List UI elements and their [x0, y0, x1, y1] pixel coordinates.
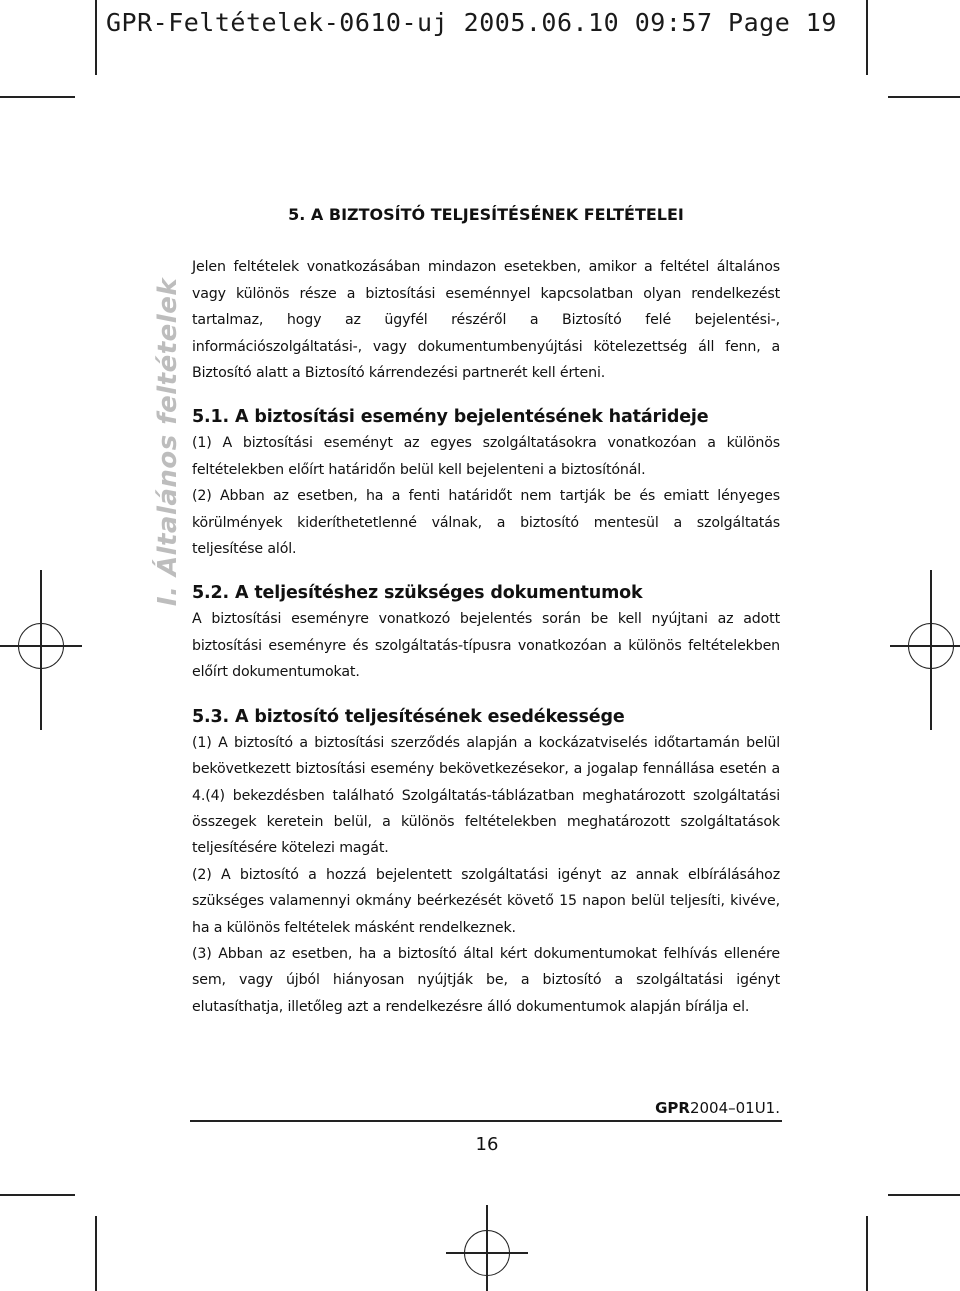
footer-divider	[190, 1120, 782, 1122]
code-label: 2004–01U1.	[689, 1099, 780, 1117]
section-heading: 5.1. A biztosítási esemény bejelentésének határideje	[192, 407, 709, 428]
section-heading: 5.3. A biztosító teljesítésének esedékessége	[192, 706, 625, 727]
document-body	[192, 202, 780, 1020]
print-slug: GPR-Feltételek-0610-uj 2005.06.10 09:57 Page 19	[106, 8, 837, 37]
section-5-3	[192, 704, 780, 1020]
brand-label: GPR	[655, 1099, 690, 1117]
paragraph: (1) A biztosító a biztosítási szerződés alapján a kockázatviselés időtartamán belül bekövetkezett biztosítási esemény bekövetkezésekor, a jogalap fennállása esetén a 4.(4) bekezdésben található Szolgáltatás-táblázatban meghatározott szolgáltatási összegek keretein belül, a különös feltételekben meghatározott szolgáltatások teljesítésére kötelezi magát.	[192, 734, 780, 857]
paragraph: A biztosítási eseményre vonatkozó bejelentés során be kell nyújtani az adott biztosítási eseményre és szolgáltatás-típusra vonatkozóan a különös feltételekben előírt dokumentumokat.	[192, 611, 780, 681]
document-code	[640, 1099, 780, 1117]
paragraph: (2) A biztosító a hozzá bejelentett szolgáltatási igényt az annak elbírálásához szükséges valamennyi okmány beérkezését követő 15 napon belül teljesíti, kivéve, ha a különös feltételek másként rendelkeznek.	[192, 866, 780, 936]
paragraph: (3) Abban az esetben, ha a biztosító által kért dokumentumokat felhívás ellenére sem, vagy újból hiányosan nyújtják be, a biztosító a szolgáltatási igényt elutasíthatja, illetőleg azt a rendelkezésre álló dokumentumok alapján bírálja el.	[192, 945, 780, 1015]
section-heading: 5.2. A teljesítéshez szükséges dokumentumok	[192, 583, 643, 604]
section-side-tab	[144, 232, 192, 652]
paragraph: (2) Abban az esetben, ha a fenti határidőt nem tartják be és emiatt lényeges körülmények kideríthetetlenné válnak, a biztosító mentesül a szolgáltatás teljesítése alól.	[192, 488, 780, 558]
chapter-title: 5. A BIZTOSÍTÓ TELJESÍTÉSÉNEK FELTÉTELEI	[288, 205, 684, 224]
side-tab-label: I. Általános feltételek	[153, 277, 183, 607]
section-5-2	[192, 580, 780, 685]
section-5-1	[192, 404, 780, 562]
intro-paragraph: Jelen feltételek vonatkozásában mindazon esetekben, amikor a feltétel általános vagy különös része a biztosítási eseménnyel kapcsolatban olyan rendelkezést tartalmaz, hogy az ügyfél részéről a Biztosító felé bejelentési-, információszolgáltatási-, vagy dokumentumbenyújtási kötelezettség áll fenn, a Biztosító alatt a Biztosító kárrendezési partnerét kell érteni.	[192, 259, 780, 382]
paragraph: (1) A biztosítási eseményt az egyes szolgáltatásokra vonatkozóan a különös feltételekben előírt határidőn belül kell bejelenteni a biztosítónál.	[192, 435, 780, 478]
page-number: 16	[475, 1134, 499, 1155]
